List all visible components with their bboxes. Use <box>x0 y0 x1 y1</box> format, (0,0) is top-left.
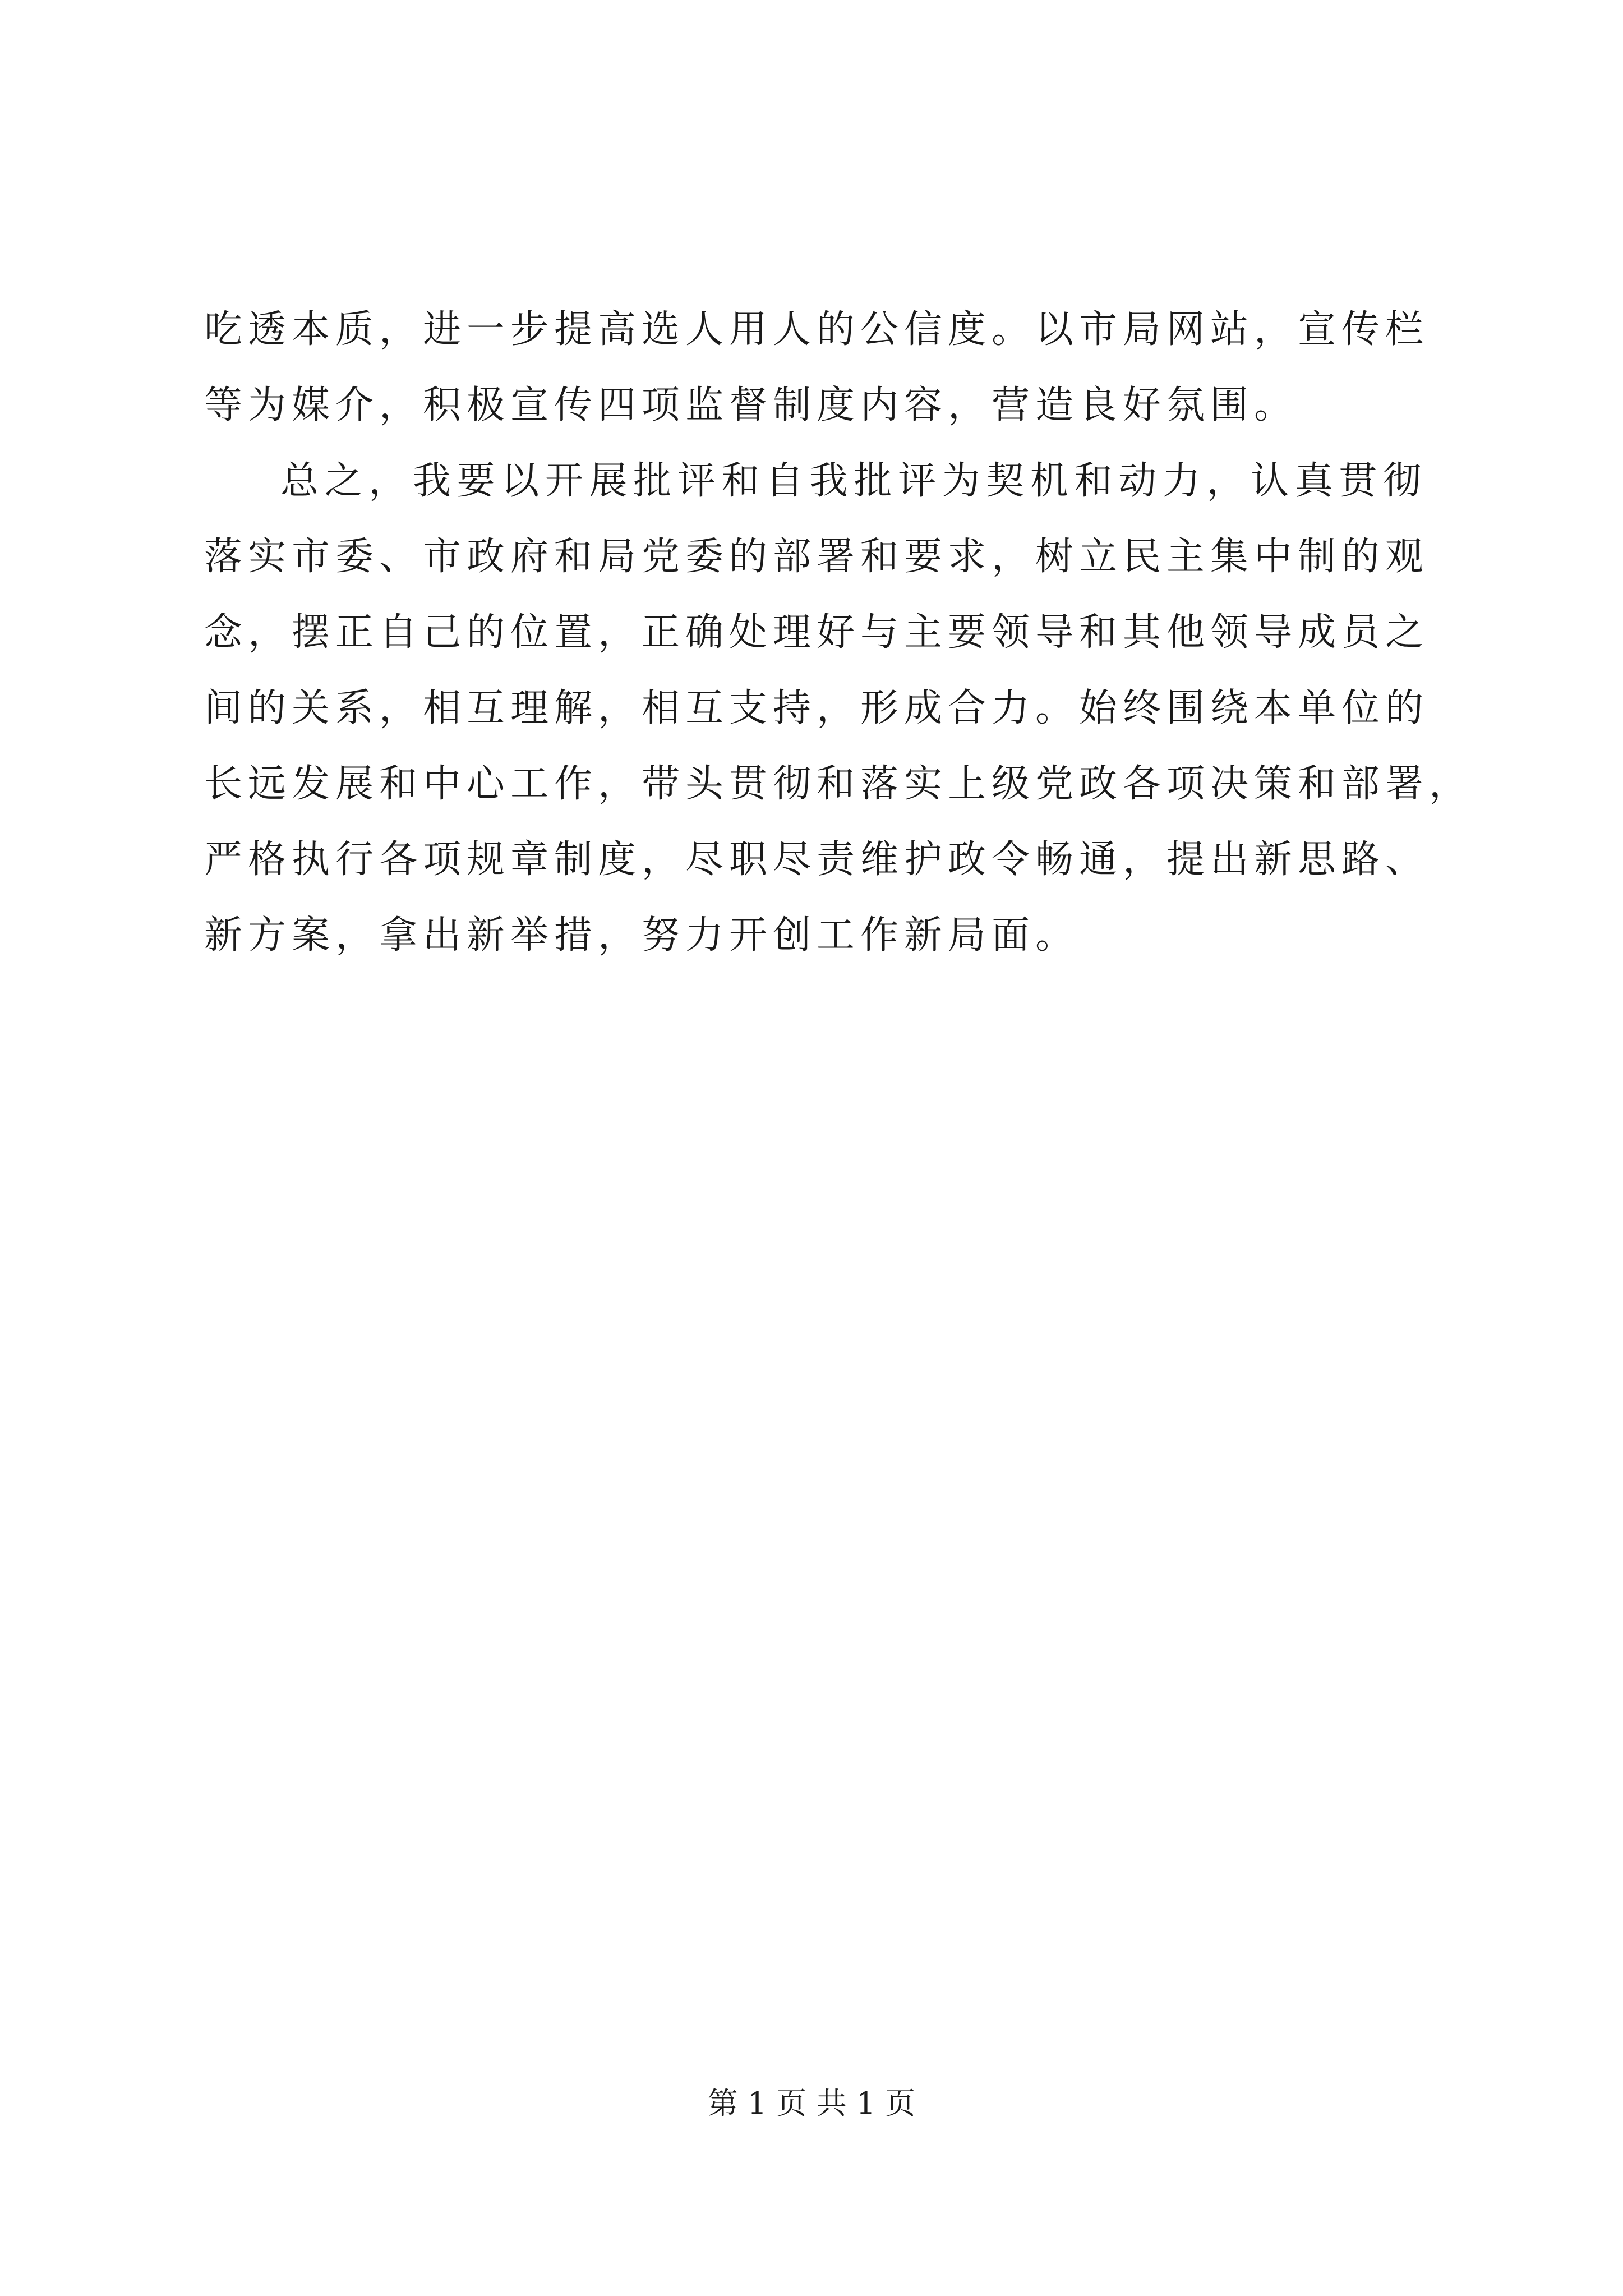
text-line-6: 间的关系，相互理解，相互支持，形成合力。始终围绕本单位的 <box>204 686 1430 730</box>
text-line-1: 吃透本质，进一步提高选人用人的公信度。以市局网站，宣传栏 <box>204 307 1430 352</box>
text-line-5: 念，摆正自己的位置，正确处理好与主要领导和其他领导成员之 <box>204 610 1430 655</box>
text-line-3: 总之，我要以开展批评和自我批评为契机和动力，认真贯彻 <box>280 459 1427 503</box>
text-line-9: 新方案，拿出新举措，努力开创工作新局面。 <box>204 913 1080 958</box>
body-text <box>204 292 1473 973</box>
text-line-4: 落实市委、市政府和局党委的部署和要求，树立民主集中制的观 <box>204 535 1430 579</box>
text-line-8: 严格执行各项规章制度，尽职尽责维护政令畅通，提出新思路、 <box>204 838 1430 882</box>
page-number-footer: 第 1 页 共 1 页 <box>707 2086 916 2121</box>
text-line-7: 长远发展和中心工作，带头贯彻和落实上级党政各项决策和部署， <box>204 762 1473 806</box>
text-line-2: 等为媒介，积极宣传四项监督制度内容，营造良好氛围。 <box>204 383 1298 427</box>
